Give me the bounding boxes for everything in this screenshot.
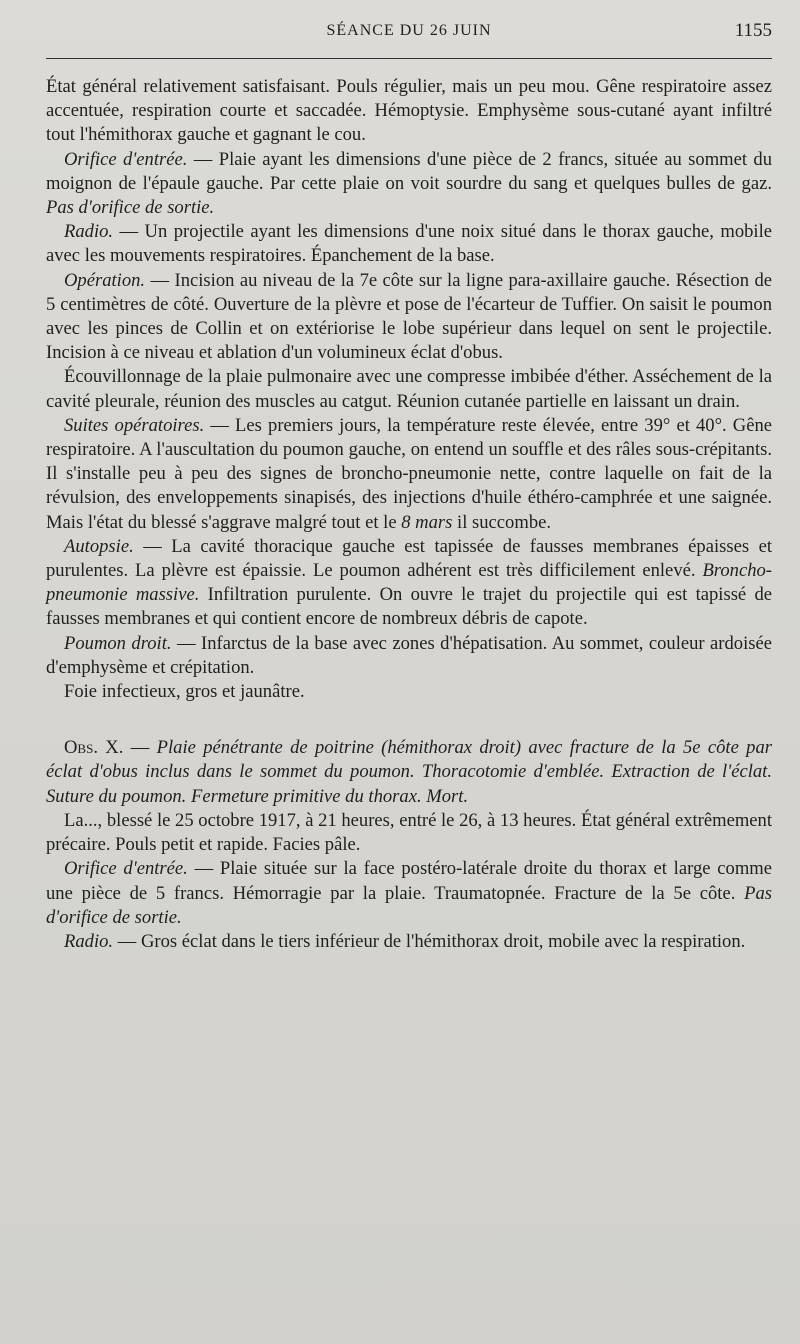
paragraph-admission: La..., blessé le 25 octobre 1917, à 21 heures, entré le 26, à 13 heures. État général extrêmement précaire. Pouls petit et rapide. Facies pâle. — [46, 809, 772, 856]
header-rule — [46, 58, 772, 59]
paragraph-swabbing: Écouvillonnage de la plaie pulmonaire avec une compresse imbibée d'éther. Asséchement de la cavité pleurale, réunion des muscles au catgut. Réunion cutanée partielle en laissant un drain. — [46, 366, 772, 412]
page-number: 1155 — [734, 20, 772, 41]
paragraph-entry-wound-2: Orifice d'entrée. — Plaie située sur la face postéro-latérale droite du thorax et large comme une pièce de 5 francs. Hémorragie par la plaie. Traumatopnée. Fracture de la 5e côte. Pas d'orifice de sortie. — [46, 858, 772, 928]
paragraph-observation-heading: Obs. X. — Plaie pénétrante de poitrine (hémithorax droit) avec fracture de la 5e côte par éclat d'obus inclus dans le sommet du poumon. Thoracotomie d'emblée. Extraction de l'éclat. Suture du poumon. Fermeture primitive du thorax. Mort. — [46, 737, 773, 807]
paragraph-radio-2: Radio. — Gros éclat dans le tiers inférieur de l'hémithorax droit, mobile avec la respiration. — [64, 930, 746, 952]
paragraph-post-op: Suites opératoires. — Les premiers jours, la température reste élevée, entre 39° et 40°. Gêne respiratoire. A l'auscultation du poumon gauche, on entend un souffle et des râles sous-crépitants. Il s'installe peu à peu des signes de broncho-pneumonie nette, contre laquelle on fait de la révulsion, des enveloppements sinapisés, des injections d'huile éthéro-camphrée et une saignée. Mais l'état du blessé s'aggrave malgré tout et le 8 mars il succombe. — [46, 414, 772, 533]
document-body — [46, 75, 772, 954]
paragraph-liver: Foie infectieux, gros et jaunâtre. — [64, 681, 305, 703]
page-header — [46, 18, 772, 48]
paragraph-state: État général relativement satisfaisant. Pouls régulier, mais un peu mou. Gêne respiratoire assez accentuée, respiration courte et saccadée. Hémoptysie. Emphysème sous-cutané ayant infiltré tout l'hémithorax gauche et gagnant le cou. — [46, 76, 772, 146]
paragraph-radio: Radio. — Un projectile ayant les dimensions d'une noix situé dans le thorax gauche, mobile avec les mouvements respiratoires. Épanchement de la base. — [46, 221, 772, 267]
running-title: SÉANCE DU 26 JUIN — [326, 22, 492, 39]
paragraph-operation: Opération. — Incision au niveau de la 7e côte sur la ligne para-axillaire gauche. Résection de 5 centimètres de côté. Ouverture de la plèvre et pose de l'écarteur de Tuffier. On saisit le poumon avec les pinces de Collin et on extériorise le lobe supérieur dans lequel on sent le projectile. Incision à ce niveau et ablation d'un volumineux éclat d'obus. — [46, 269, 772, 364]
paragraph-right-lung: Poumon droit. — Infarctus de la base avec zones d'hépatisation. Au sommet, couleur ardoisée d'emphysème et crépitation. — [46, 632, 772, 678]
paragraph-entry-wound: Orifice d'entrée. — Plaie ayant les dimensions d'une pièce de 2 francs, située au sommet du moignon de l'épaule gauche. Par cette plaie on voit sourdre du sang et quelques bulles de gaz. Pas d'orifice de sortie. — [46, 148, 772, 219]
paragraph-autopsy: Autopsie. — La cavité thoracique gauche est tapissée de fausses membranes épaisses et purulentes. La plèvre est épaissie. Le poumon adhérent est très difficilement enlevé. Broncho-pneumonie massive. Infiltration purulente. On ouvre le trajet du projectile qui est tapissé de fausses membranes et qui contient encore de nombreux débris de capote. — [46, 535, 773, 630]
